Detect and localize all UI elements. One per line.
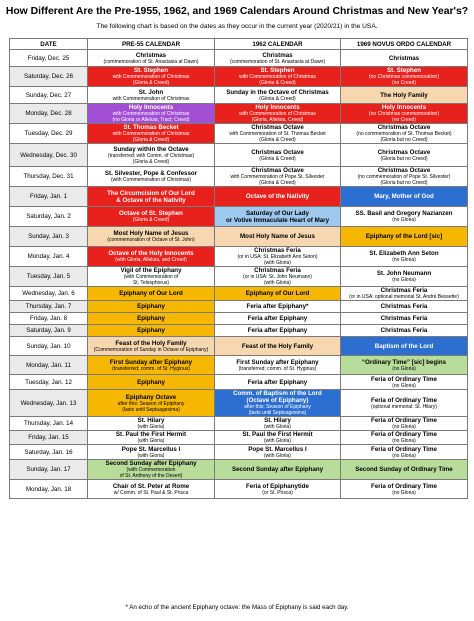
celebration-name: Second Sunday after Epiphany	[105, 460, 197, 467]
pre55-cell	[88, 67, 215, 87]
celebration-name: Saturday of Our Lady	[246, 209, 309, 217]
celebration-name: St. Paul the First Hermit	[242, 431, 313, 438]
celebration-name: Christmas Feria	[254, 247, 301, 254]
date-cell: Thursday, Jan. 14	[10, 417, 88, 431]
cal1962-cell	[215, 325, 341, 337]
date-cell: Saturday, Jan. 9	[10, 325, 88, 337]
celebration-name: Christmas Octave	[377, 148, 431, 156]
celebration-note: (or in USA: St. Elizabeth Ann Seton)	[237, 254, 318, 260]
cal1962-cell	[215, 356, 341, 375]
date-cell: Saturday, Dec. 26	[10, 67, 88, 87]
celebration-name: Epiphany	[137, 378, 165, 386]
celebration-note: (no Gloria)	[392, 277, 416, 283]
cal1969-cell	[341, 144, 468, 167]
table-row	[10, 144, 468, 167]
celebration-name: Feria of Ordinary Time	[371, 375, 437, 383]
page-subtitle: The following chart is based on the dates as they occur in the current year (2020/21) in the USA.	[96, 23, 378, 30]
calendar-table	[9, 38, 468, 499]
celebration-name: Feast of the Holy Family	[115, 339, 187, 347]
pre55-cell	[88, 124, 215, 144]
celebration-name: Feria after Epiphany	[247, 327, 308, 334]
date-cell: Saturday, Jan. 16	[10, 445, 88, 460]
cal1962-cell	[215, 431, 341, 445]
cal1962-cell	[215, 267, 341, 287]
table-row	[10, 390, 468, 417]
celebration-name: Second Sunday of Ordinary Time	[355, 466, 453, 473]
celebration-name: First Sunday after Epiphany	[109, 358, 193, 366]
table-header-row	[10, 39, 468, 50]
cal1969-cell	[341, 325, 468, 337]
cal1969-cell	[341, 267, 468, 287]
header-date: DATE	[10, 39, 88, 50]
celebration-name: Octave of the Holy Innocents	[108, 250, 194, 257]
cal1969-cell	[341, 431, 468, 445]
pre55-cell	[88, 187, 215, 207]
cal1969-cell	[341, 356, 468, 375]
celebration-note: (commemoration of St. Anastasia at Dawn)	[229, 58, 326, 65]
celebration-note-2: (no Gloria or Alleluia; Tract; Creed)	[112, 117, 190, 123]
celebration-note: with Commemoration of Christmas	[112, 74, 190, 80]
table-row	[10, 301, 468, 313]
table-row	[10, 87, 468, 104]
celebration-name-2: or Votive Immaculate Heart of Mary	[225, 216, 330, 224]
celebration-name: Christmas Feria	[254, 267, 301, 274]
celebration-name: Most Holy Name of Jesus	[113, 230, 189, 237]
celebration-name: Epiphany	[137, 315, 165, 322]
celebration-note: (commemoration of Octave of St. John)	[107, 237, 195, 243]
cal1969-cell	[341, 480, 468, 499]
celebration-name: Epiphany of the Lord [sic]	[365, 233, 443, 240]
date-cell: Wednesday, Jan. 13	[10, 390, 88, 417]
date-cell: Friday, Jan. 1	[10, 187, 88, 207]
celebration-note: w/ Comm. of St. Paul & St. Prisca	[113, 489, 189, 496]
date-cell: Friday, Jan. 15	[10, 431, 88, 445]
celebration-note-2: (lasts until Septuagesima)	[122, 406, 180, 413]
pre55-cell	[88, 287, 215, 301]
celebration-note-2: of St. Anthony of the Desert)	[119, 473, 183, 479]
celebration-note: (no commemoration of St. Thomas Becket)	[356, 131, 452, 137]
pre55-cell	[88, 375, 215, 390]
celebration-note: (or St. Prisca)	[262, 489, 293, 496]
celebration-note: with Commemoration of Pope St. Silvester	[230, 174, 325, 180]
celebration-name: Christmas Octave	[377, 167, 431, 174]
celebration-name: St. Stephen	[386, 67, 422, 74]
cal1969-cell	[341, 417, 468, 431]
celebration-note: (optional memorial: St. Hilary)	[371, 403, 437, 410]
celebration-name: St. Paul the First Hermit	[115, 431, 187, 438]
celebration-name: Feria after Epiphany*	[246, 303, 309, 310]
celebration-name: Feria of Ordinary Time	[371, 417, 437, 424]
celebration-name: SS. Basil and Gregory Nazianzen	[355, 210, 453, 217]
celebration-name: The Holy Family	[380, 91, 428, 99]
table-row	[10, 313, 468, 325]
celebration-name: Christmas	[388, 54, 420, 62]
table-row	[10, 67, 468, 87]
date-cell: Tuesday, Jan. 5	[10, 267, 88, 287]
cal1962-cell	[215, 337, 341, 356]
cal1969-cell	[341, 104, 468, 124]
celebration-note-2: (Gloria but no Creed)	[380, 180, 428, 186]
celebration-name: “Ordinary Time” [sic] begins	[361, 358, 447, 366]
celebration-note: (no Gloria)	[392, 257, 416, 263]
celebration-name: Feria of Ordinary Time	[371, 482, 437, 490]
cal1969-cell	[341, 375, 468, 390]
celebration-note: after this: Season of Epiphany	[244, 404, 311, 410]
celebration-note-2: (Gloria & Creed)	[259, 137, 296, 143]
table-row	[10, 247, 468, 267]
celebration-name: St. Hilary	[137, 417, 165, 424]
cal1962-cell	[215, 124, 341, 144]
cal1969-cell	[341, 207, 468, 227]
cal1962-cell	[215, 313, 341, 325]
celebration-note: (or in USA: optional memorial St. André Bessette)	[349, 294, 459, 300]
celebration-note-2: (lasts until Septuagesima)	[248, 410, 307, 416]
celebration-note-2: (no Creed)	[392, 80, 416, 86]
table-row	[10, 267, 468, 287]
cal1962-cell	[215, 480, 341, 499]
table-row	[10, 325, 468, 337]
celebration-note: after this: Season of Epiphany	[117, 400, 185, 407]
celebration-note: with Commemoration of Christmas	[239, 74, 316, 80]
celebration-note: with Commemoration of Christmas	[112, 111, 190, 117]
celebration-note-2: (with Gloria)	[264, 280, 291, 286]
celebration-note: (Gloria & Creed)	[132, 217, 170, 223]
celebration-note: (no Gloria)	[392, 438, 416, 444]
cal1969-cell	[341, 337, 468, 356]
cal1962-cell	[215, 287, 341, 301]
celebration-note: (Gloria but no Creed)	[380, 155, 428, 162]
celebration-note: (no Gloria)	[392, 217, 416, 223]
celebration-name: Epiphany of Our Lord	[245, 290, 310, 297]
cal1969-cell	[341, 87, 468, 104]
cal1962-cell	[215, 50, 341, 67]
cal1969-cell	[341, 50, 468, 67]
pre55-cell	[88, 337, 215, 356]
date-cell: Monday, Jan. 4	[10, 247, 88, 267]
cal1969-cell	[341, 187, 468, 207]
table-row	[10, 337, 468, 356]
celebration-name: Christmas Feria	[380, 315, 428, 322]
celebration-note: with Commemoration of Christmas	[112, 95, 190, 102]
celebration-note-2: (with Gloria)	[264, 260, 291, 266]
celebration-note: (no commemoration of Pope St. Silvester)	[357, 174, 451, 180]
date-cell: Tuesday, Jan. 12	[10, 375, 88, 390]
cal1969-cell	[341, 460, 468, 480]
celebration-name: Octave of the Nativity	[245, 193, 310, 200]
celebration-note: (with Commemoration	[126, 467, 176, 473]
celebration-note-2: (no Creed)	[392, 117, 416, 123]
header-1969: 1969 NOVUS ORDO CALENDAR	[341, 39, 468, 50]
celebration-name: Most Holy Name of Jesus	[240, 233, 315, 240]
date-cell: Thursday, Dec. 31	[10, 167, 88, 187]
table-row	[10, 356, 468, 375]
footnote: * An echo of the ancient Epiphany octave: the Mass of Epiphany is said each day.	[125, 604, 349, 611]
table-body	[10, 50, 468, 499]
cal1962-cell	[215, 227, 341, 247]
date-cell: Friday, Dec. 25	[10, 50, 88, 67]
celebration-note: with Commemoration of St. Thomas Becket	[229, 131, 326, 137]
table-row	[10, 417, 468, 431]
celebration-name: First Sunday after Epiphany	[236, 358, 319, 366]
celebration-name: Feria of Ordinary Time	[371, 431, 437, 438]
pre55-cell	[88, 87, 215, 104]
celebration-note: (with Gloria)	[137, 452, 165, 459]
celebration-note: (no Gloria)	[392, 424, 416, 430]
celebration-name-2: & Octave of the Nativity	[116, 196, 186, 204]
celebration-name: Sunday in the Octave of Christmas	[226, 88, 329, 96]
celebration-note-2: (Gloria & Creed)	[132, 137, 170, 143]
celebration-name: Epiphany of Our Lord	[119, 290, 183, 297]
cal1962-cell	[215, 207, 341, 227]
pre55-cell	[88, 390, 215, 417]
pre55-cell	[88, 356, 215, 375]
cal1962-cell	[215, 167, 341, 187]
cal1969-cell	[341, 301, 468, 313]
page-title: How Different Are the Pre-1955, 1962, and 1969 Calendars Around Christmas and New Year's?	[5, 6, 469, 17]
header-pre55: PRE-55 CALENDAR	[88, 39, 215, 50]
cal1962-cell	[215, 87, 341, 104]
cal1969-cell	[341, 287, 468, 301]
table-row	[10, 124, 468, 144]
celebration-note: (transferred; comm. of St. Hyginus)	[112, 365, 190, 372]
cal1962-cell	[215, 144, 341, 167]
celebration-note-2: (Gloria & Creed)	[259, 180, 296, 186]
celebration-note: (commemoration of St. Anastasia at Dawn)	[103, 58, 199, 65]
cal1962-cell	[215, 187, 341, 207]
celebration-name: Christmas	[262, 51, 293, 59]
pre55-cell	[88, 480, 215, 499]
pre55-cell	[88, 325, 215, 337]
pre55-cell	[88, 267, 215, 287]
celebration-name: Mary, Mother of God	[374, 193, 434, 200]
pre55-cell	[88, 247, 215, 267]
cal1962-cell	[215, 375, 341, 390]
celebration-name: St. John Neumann	[376, 270, 432, 277]
celebration-name: Baptism of the Lord	[374, 342, 434, 350]
pre55-cell	[88, 167, 215, 187]
celebration-name: Sunday within the Octave	[113, 145, 189, 153]
cal1962-cell	[215, 417, 341, 431]
cal1962-cell	[215, 390, 341, 417]
celebration-name: Second Sunday after Epiphany	[231, 466, 324, 473]
celebration-note-2: St. Telesphorus)	[132, 280, 170, 286]
table-row	[10, 287, 468, 301]
celebration-name: Epiphany	[137, 327, 165, 334]
celebration-note: (with Gloria)	[137, 438, 165, 444]
table-row	[10, 50, 468, 67]
table-row	[10, 375, 468, 390]
celebration-name: Christmas Feria	[380, 327, 428, 334]
header-1962: 1962 CALENDAR	[215, 39, 341, 50]
celebration-note: (no Gloria)	[392, 382, 416, 389]
celebration-name: St. Hilary	[264, 417, 291, 424]
table-row	[10, 431, 468, 445]
pre55-cell	[88, 301, 215, 313]
table-row	[10, 167, 468, 187]
celebration-name: Christmas	[135, 51, 167, 59]
pre55-cell	[88, 431, 215, 445]
celebration-name: St. Stephen	[133, 67, 169, 74]
celebration-note-2: (Gloria but no Creed)	[380, 137, 428, 143]
celebration-name: Feria of Epiphanytide	[246, 482, 309, 490]
celebration-name: Chair of St. Peter at Rome	[112, 482, 190, 490]
celebration-note: (with Gloria)	[264, 438, 291, 444]
celebration-name: Christmas Octave	[251, 124, 304, 131]
pre55-cell	[88, 50, 215, 67]
cal1969-cell	[341, 390, 468, 417]
celebration-note-2: (Gloria & Creed)	[132, 158, 170, 165]
celebration-note: (transferred; with Comm. of Christmas)	[107, 152, 195, 159]
pre55-cell	[88, 417, 215, 431]
date-cell: Tuesday, Dec. 29	[10, 124, 88, 144]
pre55-cell	[88, 445, 215, 460]
celebration-name: Feast of the Holy Family	[241, 342, 314, 350]
cal1962-cell	[215, 301, 341, 313]
cal1962-cell	[215, 445, 341, 460]
celebration-name: The Circumcision of Our Lord	[107, 189, 195, 197]
celebration-name: Feria after Epiphany	[247, 315, 308, 322]
celebration-note: (Gloria & Creed)	[259, 95, 296, 102]
celebration-note: (Commemoration of Sunday in Octave of Epiphany)	[93, 346, 209, 353]
table-row	[10, 207, 468, 227]
celebration-name: Pope St. Marcellus I	[121, 445, 181, 453]
date-cell: Wednesday, Dec. 30	[10, 144, 88, 167]
pre55-cell	[88, 104, 215, 124]
cal1969-cell	[341, 227, 468, 247]
date-cell: Wednesday, Jan. 6	[10, 287, 88, 301]
celebration-note: (with Gloria)	[137, 424, 165, 430]
celebration-name: Christmas Octave	[251, 148, 304, 156]
table-row	[10, 460, 468, 480]
celebration-note: (transferred; comm. of St. Hyginus)	[238, 365, 317, 372]
celebration-note: (no Christmas commemoration)	[368, 74, 440, 80]
pre55-cell	[88, 207, 215, 227]
date-cell: Sunday, Jan. 17	[10, 460, 88, 480]
pre55-cell	[88, 313, 215, 325]
pre55-cell	[88, 144, 215, 167]
cal1969-cell	[341, 67, 468, 87]
date-cell: Monday, Jan. 18	[10, 480, 88, 499]
celebration-name: Epiphany Octave	[125, 393, 177, 401]
cal1969-cell	[341, 445, 468, 460]
celebration-note: (with Gloria)	[264, 452, 291, 459]
celebration-name: Vigil of the Epiphany	[120, 267, 182, 274]
celebration-note: (no Gloria)	[392, 489, 416, 496]
cal1962-cell	[215, 460, 341, 480]
celebration-note: (with Gloria, Alleluia, and Creed)	[115, 257, 187, 263]
celebration-note: (with Commemoration of	[123, 274, 179, 280]
celebration-name: Feria of Ordinary Time	[371, 445, 437, 453]
celebration-name: Christmas Octave	[251, 167, 304, 174]
date-cell: Monday, Jan. 11	[10, 356, 88, 375]
celebration-name: St. Silvester, Pope & Confessor	[104, 170, 198, 177]
celebration-name: Holy Innocents	[255, 104, 300, 111]
table-row	[10, 104, 468, 124]
cal1962-cell	[215, 104, 341, 124]
date-cell: Friday, Jan. 8	[10, 313, 88, 325]
cal1969-cell	[341, 247, 468, 267]
table-row	[10, 187, 468, 207]
date-cell: Sunday, Jan. 10	[10, 337, 88, 356]
celebration-note: (no Christmas commemoration)	[368, 111, 440, 117]
celebration-name: St. Stephen	[260, 67, 295, 74]
pre55-cell	[88, 460, 215, 480]
celebration-name: St. Thomas Becket	[123, 124, 179, 131]
celebration-name: Feria of Ordinary Time	[371, 396, 437, 404]
table-row	[10, 480, 468, 499]
cal1969-cell	[341, 313, 468, 325]
celebration-name-2: (Octave of Epiphany)	[246, 397, 309, 404]
celebration-name: Epiphany	[137, 303, 165, 310]
celebration-note: (no Gloria)	[392, 365, 416, 372]
celebration-name: Octave of St. Stephen	[119, 210, 183, 217]
date-cell: Sunday, Jan. 3	[10, 227, 88, 247]
celebration-note: with Commemoration of Christmas	[112, 131, 190, 137]
celebration-name: St. Elizabeth Ann Seton	[369, 250, 439, 257]
celebration-note: (Gloria & Creed)	[259, 155, 296, 162]
table-row	[10, 445, 468, 460]
celebration-name: Holy Innocents	[128, 104, 174, 111]
celebration-name: Comm. of Baptism of the Lord	[233, 390, 322, 397]
celebration-note: (no Gloria)	[392, 452, 416, 459]
date-cell: Thursday, Jan. 7	[10, 301, 88, 313]
celebration-note: with Commemoration of Christmas	[239, 111, 316, 117]
celebration-note-2: (Gloria & Creed)	[132, 80, 170, 86]
pre55-cell	[88, 227, 215, 247]
celebration-note: (with Commemoration of Christmas)	[110, 177, 192, 183]
celebration-name: Feria after Epiphany	[247, 378, 308, 386]
celebration-name: Christmas Feria	[380, 287, 428, 294]
celebration-name: Christmas Feria	[380, 303, 428, 310]
celebration-name: Holy Innocents	[381, 104, 427, 111]
date-cell: Monday, Dec. 28	[10, 104, 88, 124]
date-cell: Saturday, Jan. 2	[10, 207, 88, 227]
cal1962-cell	[215, 247, 341, 267]
table-row	[10, 227, 468, 247]
celebration-name: Christmas Octave	[377, 124, 431, 131]
cal1969-cell	[341, 167, 468, 187]
celebration-note: (with Gloria)	[264, 424, 291, 430]
celebration-note: (or in USA: St. John Neumann)	[243, 274, 312, 280]
celebration-note-2: (Gloria, Alleluia, Creed)	[251, 117, 304, 123]
cal1962-cell	[215, 67, 341, 87]
date-cell: Sunday, Dec. 27	[10, 87, 88, 104]
cal1969-cell	[341, 124, 468, 144]
celebration-note-2: (Gloria & Creed)	[259, 80, 296, 86]
celebration-name: Pope St. Marcellus I	[248, 445, 307, 453]
celebration-name: St. John	[138, 88, 164, 96]
